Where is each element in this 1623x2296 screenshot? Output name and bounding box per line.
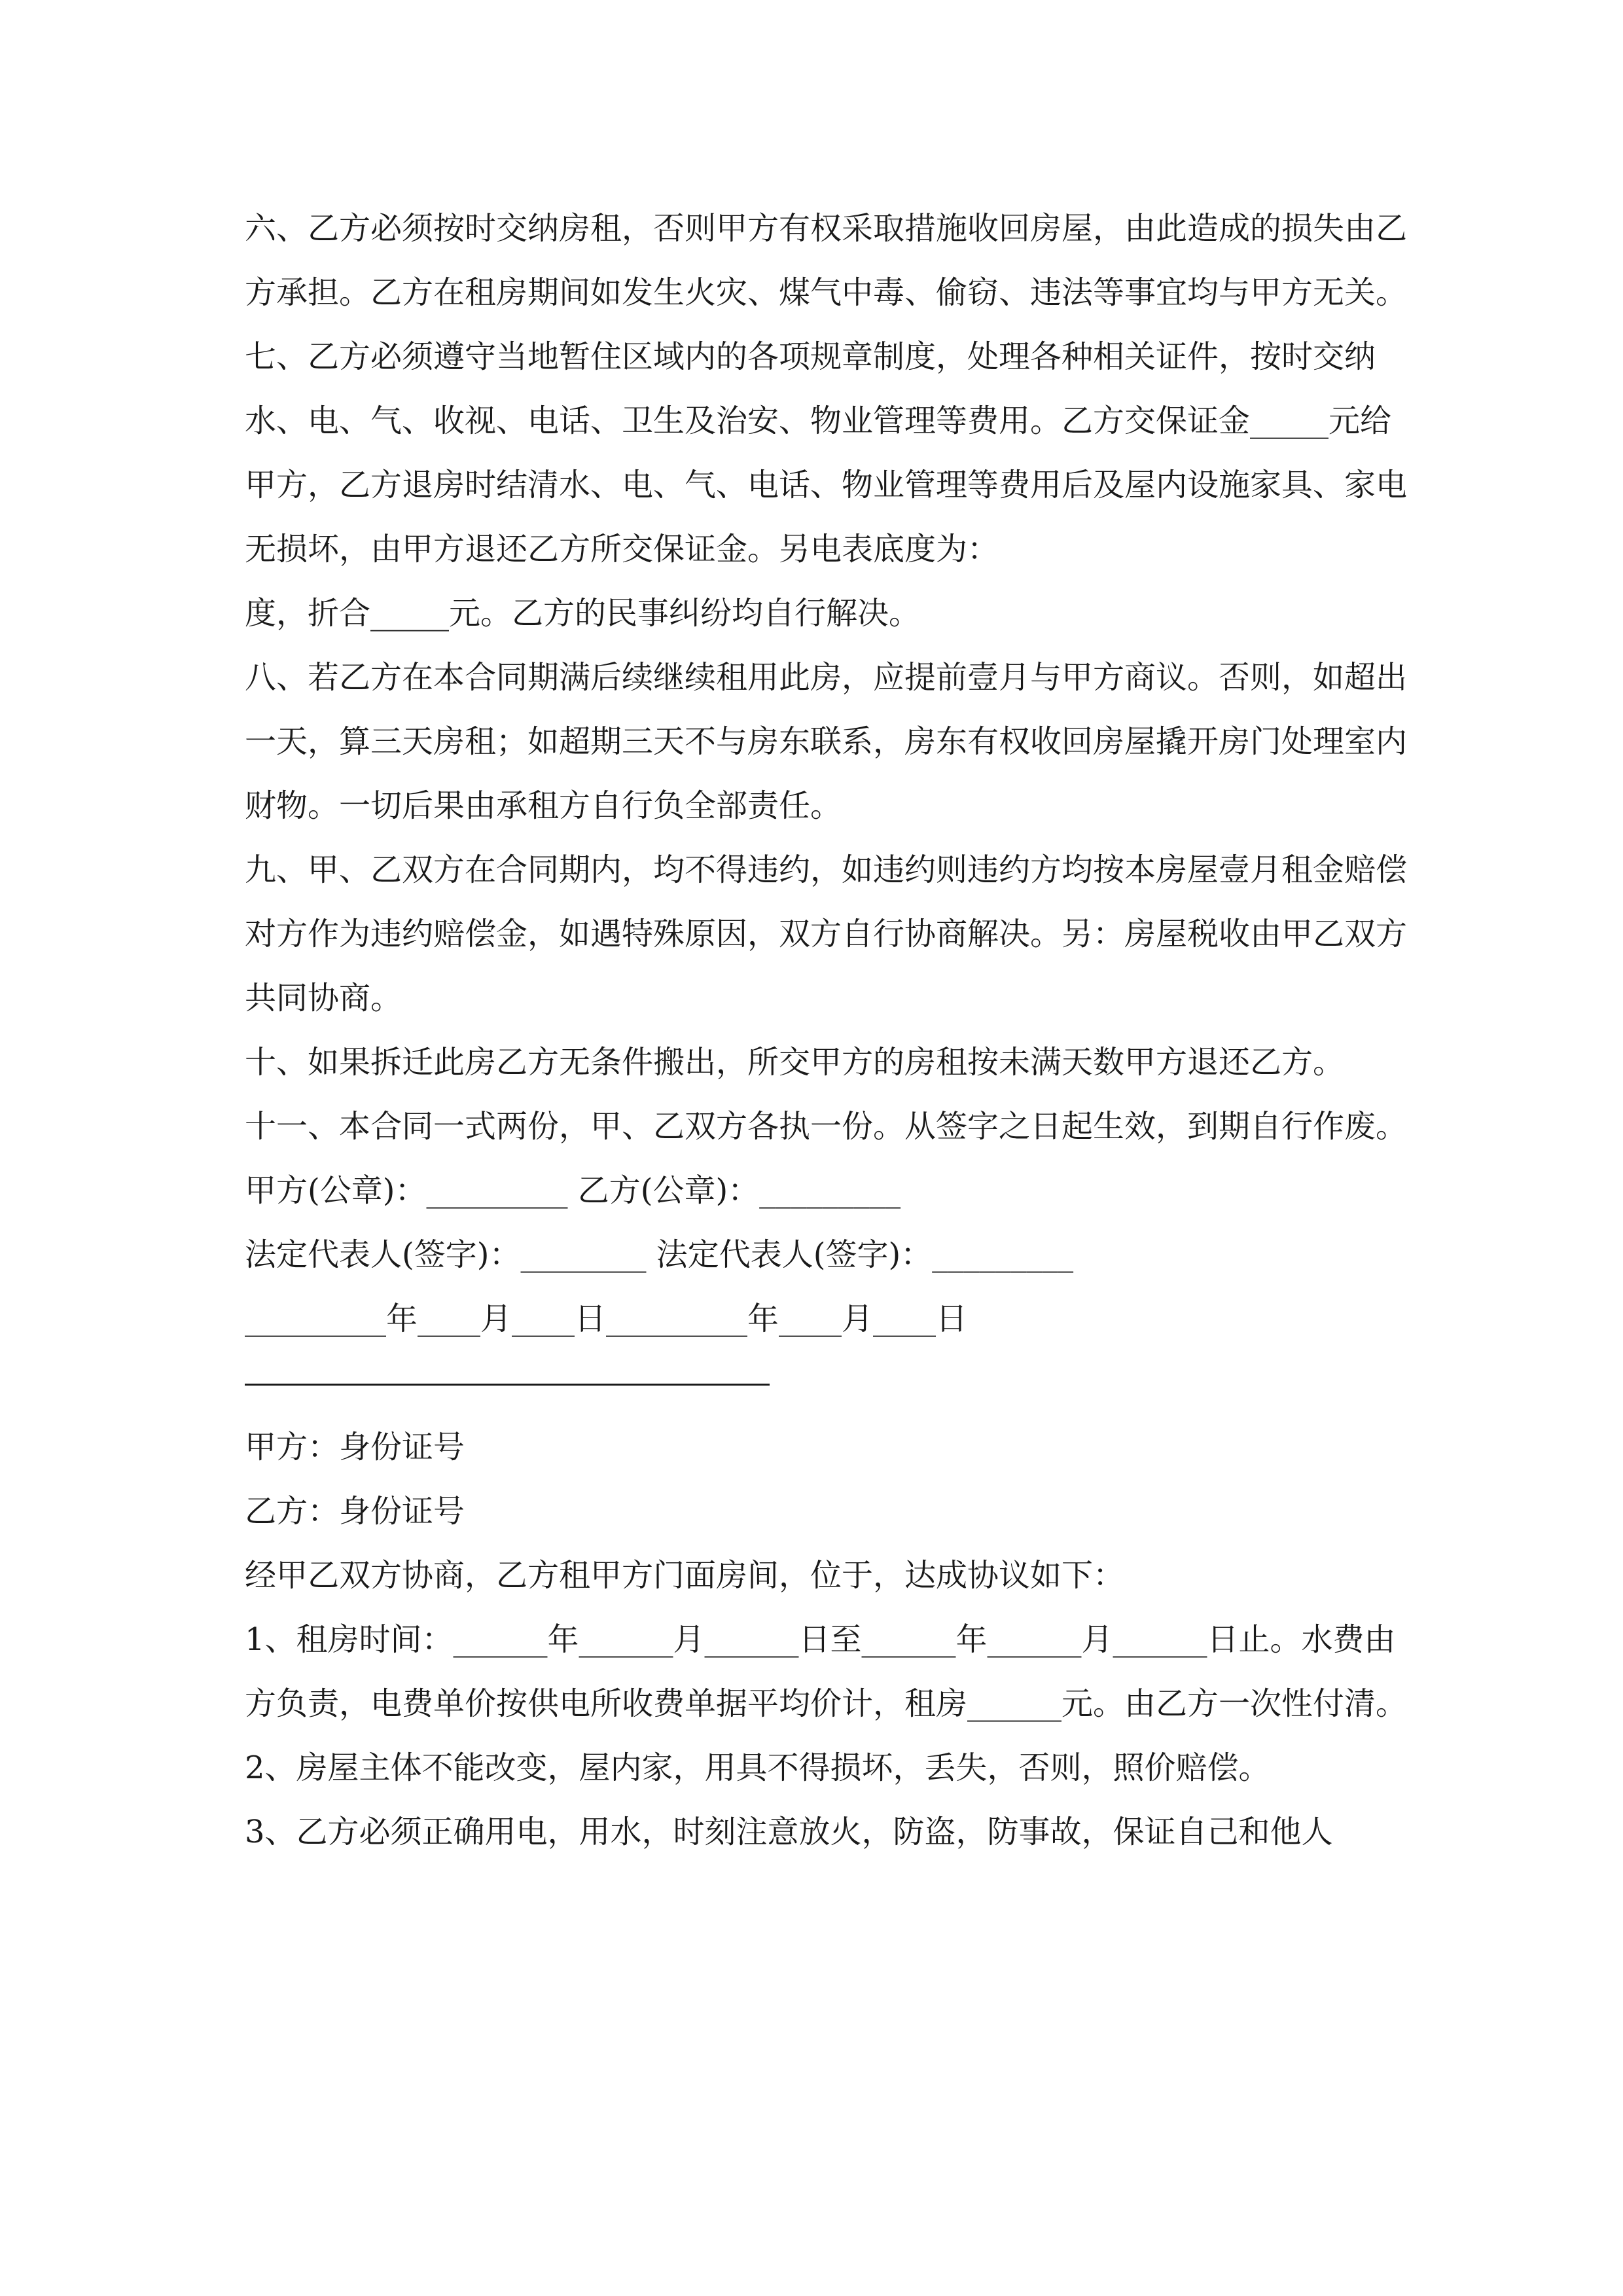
party-a-id-line: 甲方：身份证号 [245,1429,465,1465]
clause-7-continued: 度，折合_____元。乙方的民事纠纷均自行解决。 [245,595,921,632]
term-1-rental-period: 1、租房时间：______年______月______日至______年______月______日止。水费由方负责，电费单价按供电所收费单据平均价计，租房______元。由乙方一次性付清。 [245,1621,1408,1722]
divider-line [245,1384,770,1386]
clause-6: 六、乙方必须按时交纳房租，否则甲方有权采取措施收回房屋，由此造成的损失由乙方承担。乙方在租房期间如发生火灾、煤气中毒、偷窃、违法等事宜均与甲方无关。 [245,210,1408,311]
clause-10: 十、如果拆迁此房乙方无条件搬出，所交甲方的房租按未满天数甲方退还乙方。 [245,1044,1345,1081]
party-seal-line: 甲方(公章)：_________ 乙方(公章)：_________ [245,1172,901,1209]
clause-9: 九、甲、乙双方在合同期内，均不得违约，如违约则违约方均按本房屋壹月租金赔偿对方作为违约赔偿金，如遇特殊原因，双方自行协商解决。另：房屋税收由甲乙双方共同协商。 [245,852,1408,1016]
agreement-intro: 经甲乙双方协商，乙方租甲方门面房间，位于，达成协议如下： [245,1557,1125,1594]
clause-8: 八、若乙方在本合同期满后续继续租用此房，应提前壹月与甲方商议。否则，如超出一天，算三天房租；如超期三天不与房东联系，房东有权收回房屋撬开房门处理室内财物。一切后果由承租方自行负全部责任。 [245,659,1408,824]
term-3-safety: 3、乙方必须正确用电，用水，时刻注意放火，防盗，防事故，保证自己和他人 [245,1814,1333,1850]
party-b-id-line: 乙方：身份证号 [245,1493,465,1530]
section-divider [245,1351,1416,1415]
document-body [245,196,1416,1864]
signing-date-line: _________年____月____日_________年____月____日 [245,1300,968,1337]
clause-11: 十一、本合同一式两份，甲、乙双方各执一份。从签字之日起生效，到期自行作废。 [245,1108,1408,1145]
clause-7: 七、乙方必须遵守当地暂住区域内的各项规章制度，处理各种相关证件，按时交纳水、电、气、收视、电话、卫生及治安、物业管理等费用。乙方交保证金_____元给甲方，乙方退房时结清水、电、气、电话、物业管理等费用后及屋内设施家具、家电无损坏，由甲方退还乙方所交保证金。另电表底度为： [245,338,1408,567]
legal-representative-line: 法定代表人(签字)：________ 法定代表人(签字)：_________ [245,1236,1074,1273]
term-2-house-structure: 2、房屋主体不能改变，屋内家，用具不得损坏，丢失，否则，照价赔偿。 [245,1749,1270,1786]
